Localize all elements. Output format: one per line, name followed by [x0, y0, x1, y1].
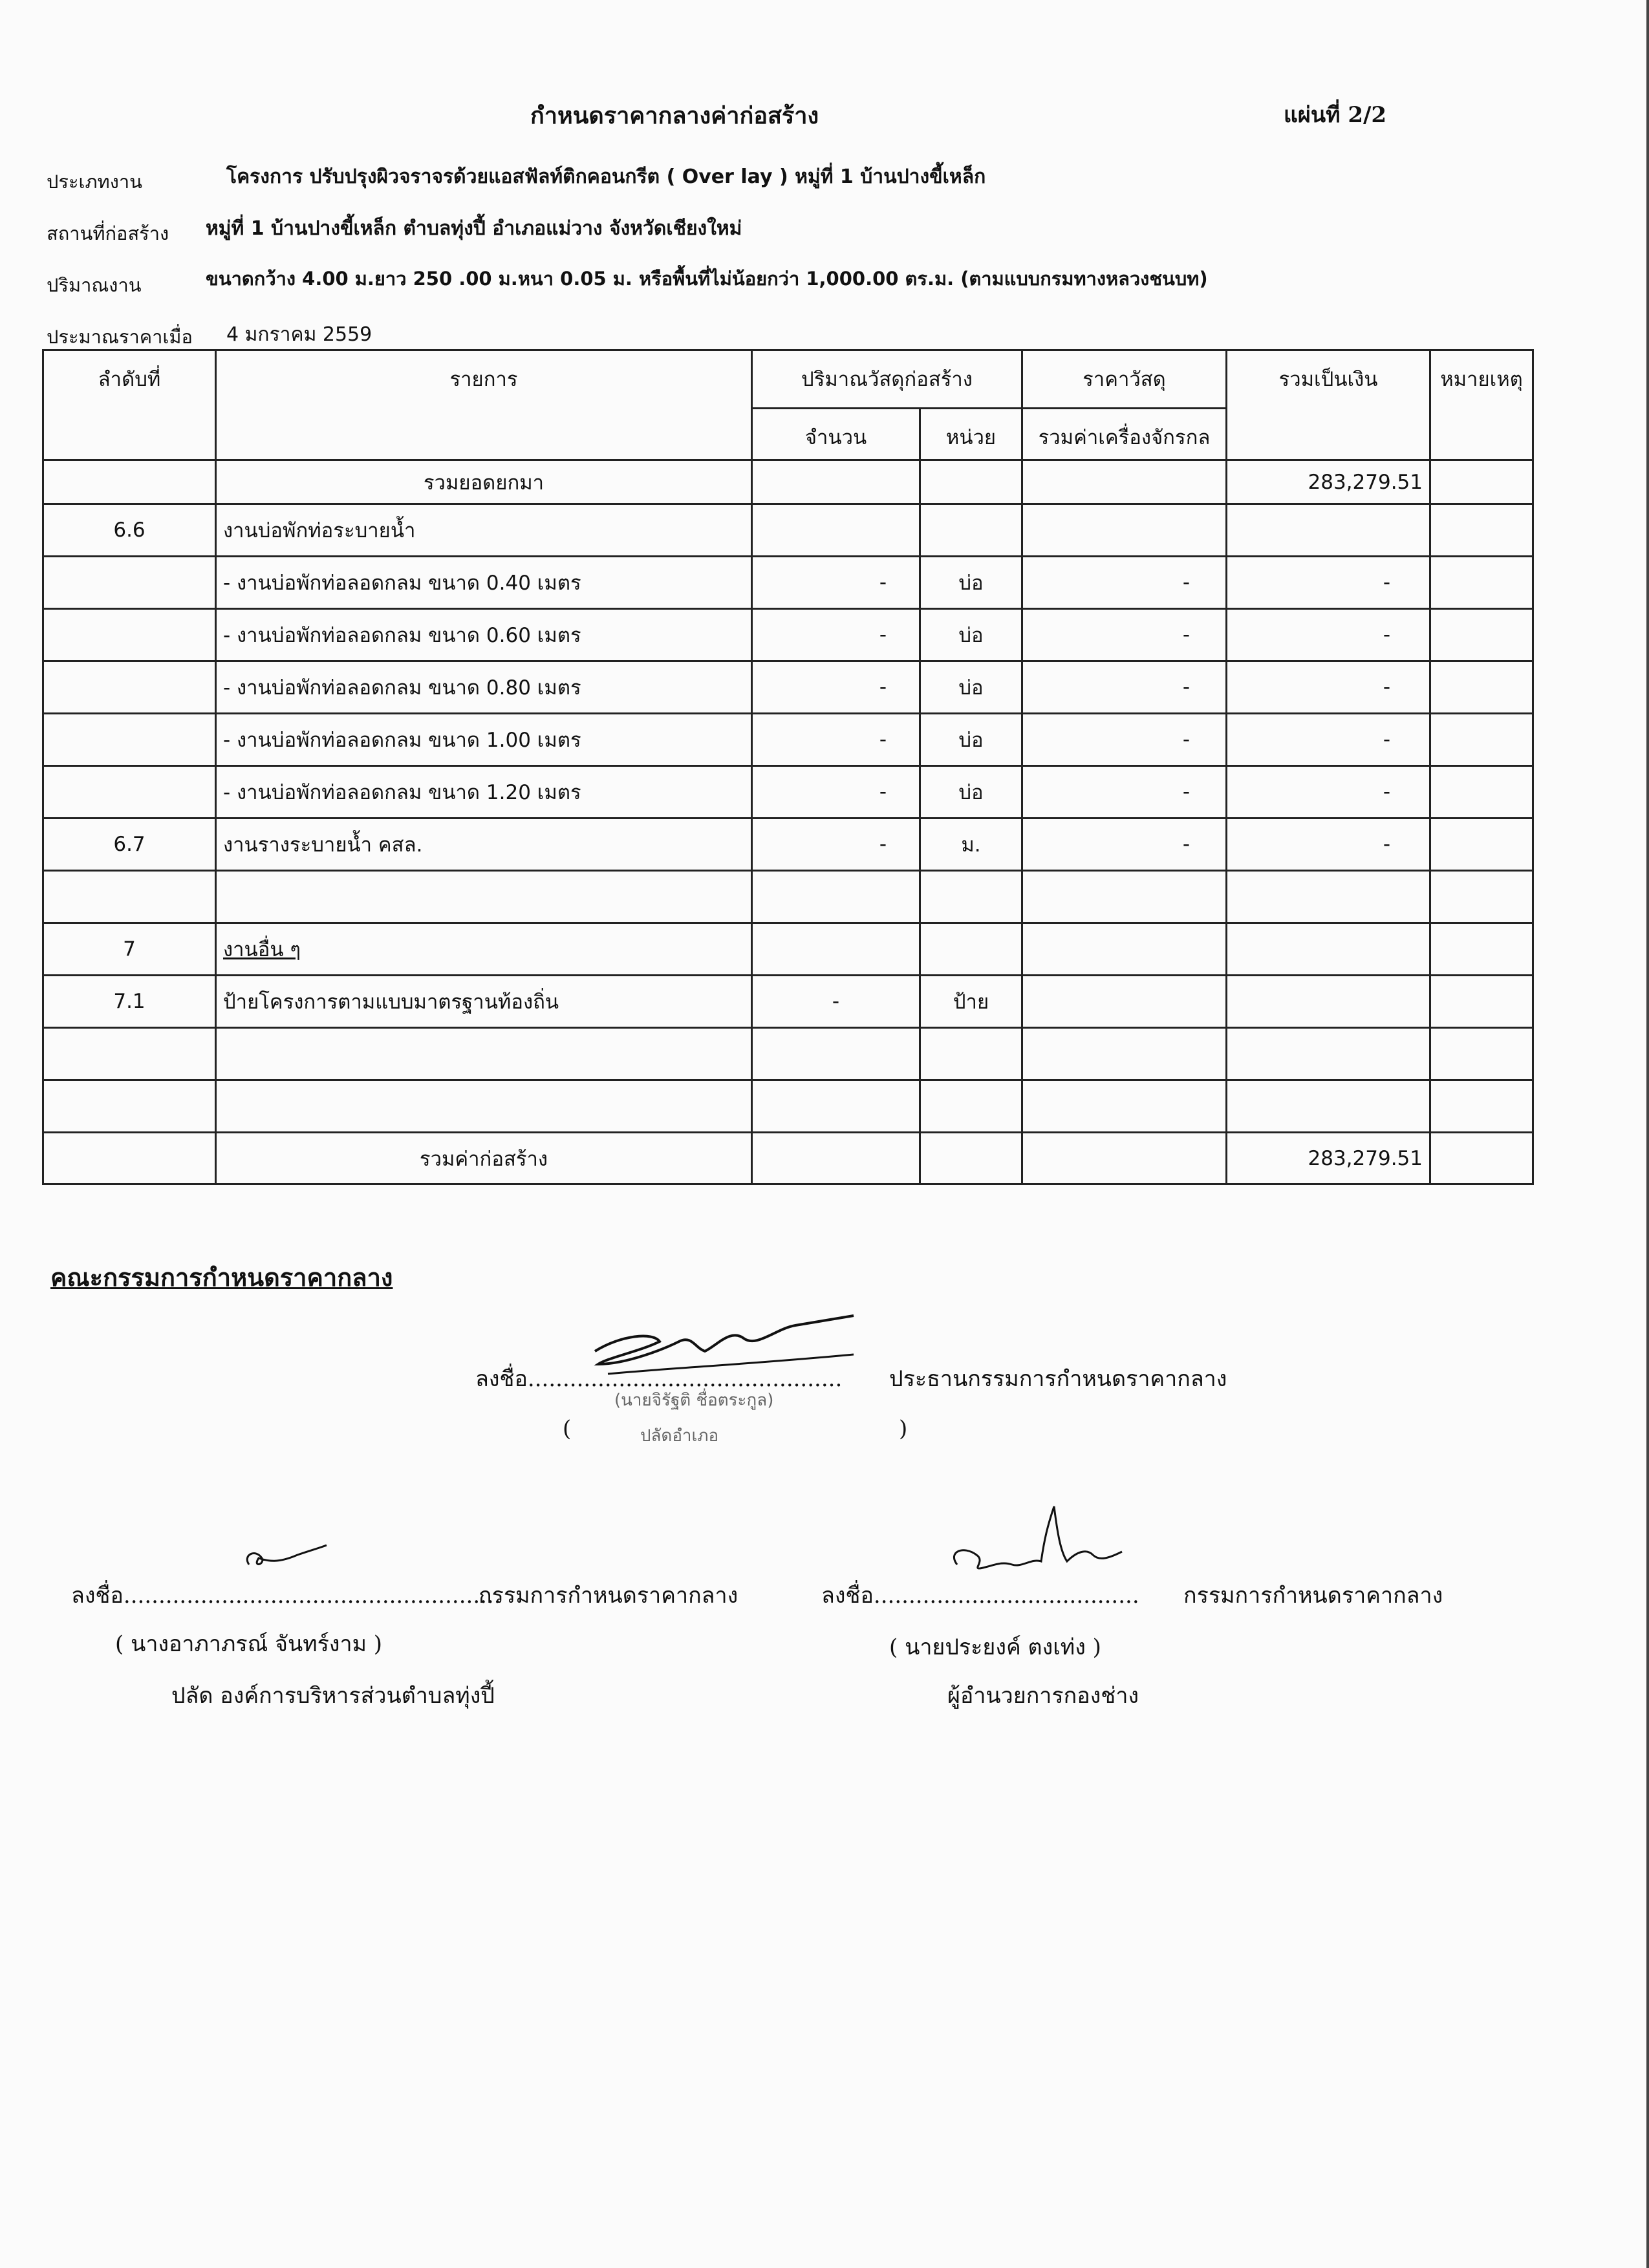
cell-seq: [43, 714, 216, 766]
cell-item: - งานบ่อพักท่อลอดกลม ขนาด 0.80 เมตร: [216, 661, 752, 714]
cell-total: [1227, 923, 1430, 976]
member2-signature: [938, 1500, 1132, 1584]
member1-role: กรรมการกำหนดราคากลาง: [479, 1583, 738, 1609]
cell-item: รวมค่าก่อสร้าง: [216, 1133, 752, 1184]
cell-price: [1022, 504, 1227, 557]
cost-table: [42, 349, 1534, 1185]
estimate-date-label: ประมาณราคาเมื่อ: [47, 326, 193, 348]
cell-qty: -: [752, 714, 920, 766]
chair-name-open: (: [563, 1416, 572, 1442]
work-type-label: ประเภทงาน: [47, 171, 142, 193]
cell-remark: [1430, 609, 1533, 661]
quantity-label: ปริมาณงาน: [47, 274, 142, 296]
cell-remark: [1430, 714, 1533, 766]
sheet-number: แผ่นที่ 2/2: [1284, 102, 1387, 128]
cell-total: -: [1227, 609, 1430, 661]
table-row: [43, 661, 1533, 714]
cell-unit: [920, 460, 1022, 504]
cell-seq: [43, 557, 216, 609]
chair-sign-line: ลงชื่อ.............................................: [475, 1366, 843, 1392]
cell-remark: [1430, 976, 1533, 1028]
table-row: [43, 923, 1533, 976]
cell-seq: [43, 1028, 216, 1080]
cell-price: [1022, 871, 1227, 923]
location-value: หมู่ที่ 1 บ้านปางขี้เหล็ก ตำบลทุ่งปี้ อำเภอแม่วาง จังหวัดเชียงใหม่: [206, 217, 742, 240]
cell-total: [1227, 976, 1430, 1028]
chair-stamp-name: (นายจิรัฐติ ชื่อตระกูล): [614, 1391, 774, 1410]
header-material-qty: ปริมาณวัสดุก่อสร้าง: [752, 350, 1022, 409]
cell-remark: [1430, 871, 1533, 923]
member1-sign-line: ลงชื่อ......................................................: [71, 1583, 501, 1609]
cell-seq: 7.1: [43, 976, 216, 1028]
cell-seq: [43, 661, 216, 714]
cell-seq: [43, 460, 216, 504]
cell-item: งานรางระบายน้ำ คสล.: [216, 818, 752, 871]
cell-unit: [920, 923, 1022, 976]
cell-item: - งานบ่อพักท่อลอดกลม ขนาด 1.00 เมตร: [216, 714, 752, 766]
member2-role: กรรมการกำหนดราคากลาง: [1183, 1583, 1443, 1609]
cell-price: [1022, 923, 1227, 976]
cell-total: 283,279.51: [1227, 1133, 1430, 1184]
cell-total: -: [1227, 818, 1430, 871]
table-header-row: [43, 350, 1533, 409]
cell-qty: [752, 1028, 920, 1080]
cell-price: -: [1022, 609, 1227, 661]
cell-item: - งานบ่อพักท่อลอดกลม ขนาด 1.20 เมตร: [216, 766, 752, 818]
cell-unit: บ่อ: [920, 609, 1022, 661]
cell-price: -: [1022, 714, 1227, 766]
chair-stamp-position: ปลัดอำเภอ: [640, 1426, 719, 1446]
member2-sign-line: ลงชื่อ......................................: [821, 1583, 1139, 1609]
header-qty: จำนวน: [752, 409, 920, 460]
member1-position: ปลัด องค์การบริหารส่วนตำบลทุ่งปี้: [171, 1683, 495, 1709]
cell-remark: [1430, 1028, 1533, 1080]
cell-item: - งานบ่อพักท่อลอดกลม ขนาด 0.60 เมตร: [216, 609, 752, 661]
cell-price: -: [1022, 818, 1227, 871]
cell-price: -: [1022, 766, 1227, 818]
cell-price: [1022, 976, 1227, 1028]
table-row: [43, 609, 1533, 661]
cell-seq: [43, 766, 216, 818]
estimate-date-value: 4 มกราคม 2559: [226, 323, 372, 346]
cell-item: รวมยอดยกมา: [216, 460, 752, 504]
cell-qty: -: [752, 818, 920, 871]
cell-qty: [752, 871, 920, 923]
cell-item: - งานบ่อพักท่อลอดกลม ขนาด 0.40 เมตร: [216, 557, 752, 609]
cell-price: -: [1022, 557, 1227, 609]
header-seq: ลำดับที่: [43, 350, 216, 460]
header-total: รวมเป็นเงิน: [1227, 350, 1430, 460]
member2-name: ( นายประยงค์ ตงเท่ง ): [889, 1634, 1101, 1660]
cell-unit: บ่อ: [920, 557, 1022, 609]
cell-unit: [920, 504, 1022, 557]
cell-price: [1022, 1028, 1227, 1080]
work-type-value: โครงการ ปรับปรุงผิวจราจรด้วยแอสฟัลท์ติกคอนกรีต ( Over lay ) หมู่ที่ 1 บ้านปางขี้เหล็ก: [226, 166, 986, 188]
cell-total: [1227, 871, 1430, 923]
cell-price: [1022, 1080, 1227, 1133]
table-row-grand-total: [43, 1133, 1533, 1184]
cell-remark: [1430, 923, 1533, 976]
cell-remark: [1430, 818, 1533, 871]
cell-remark: [1430, 766, 1533, 818]
cell-remark: [1430, 1133, 1533, 1184]
cell-total: -: [1227, 766, 1430, 818]
table-row: [43, 714, 1533, 766]
quantity-value: ขนาดกว้าง 4.00 ม.ยาว 250 .00 ม.หนา 0.05 ม. หรือพื้นที่ไม่น้อยกว่า 1,000.00 ตร.ม. (ตามแบบกรมทางหลวงชนบท): [206, 268, 1208, 290]
cell-unit: ป้าย: [920, 976, 1022, 1028]
page-title: กำหนดราคากลางค่าก่อสร้าง: [530, 102, 819, 129]
table-row: [43, 976, 1533, 1028]
cell-qty: -: [752, 609, 920, 661]
cell-unit: [920, 1133, 1022, 1184]
cell-qty: [752, 1080, 920, 1133]
cell-seq: [43, 609, 216, 661]
cell-total: [1227, 504, 1430, 557]
location-label: สถานที่ก่อสร้าง: [47, 222, 169, 244]
cell-total: [1227, 1028, 1430, 1080]
member2-position: ผู้อำนวยการกองช่าง: [947, 1683, 1139, 1709]
header-machine-cost: รวมค่าเครื่องจักรกล: [1022, 409, 1227, 460]
cell-item: งานอื่น ๆ: [216, 923, 752, 976]
cell-item: [216, 1028, 752, 1080]
member1-name: ( นางอาภาภรณ์ จันทร์งาม ): [115, 1631, 383, 1657]
cell-seq: [43, 1080, 216, 1133]
table-row: [43, 460, 1533, 504]
cell-total: -: [1227, 661, 1430, 714]
table-row: [43, 1028, 1533, 1080]
cell-qty: -: [752, 976, 920, 1028]
cell-unit: [920, 1028, 1022, 1080]
cell-total: -: [1227, 557, 1430, 609]
table-row: [43, 818, 1533, 871]
cell-unit: บ่อ: [920, 714, 1022, 766]
scan-edge: [1646, 0, 1649, 2268]
cell-seq: [43, 871, 216, 923]
table-row: [43, 504, 1533, 557]
header-item: รายการ: [216, 350, 752, 460]
cell-qty: -: [752, 766, 920, 818]
cell-total: 283,279.51: [1227, 460, 1430, 504]
cell-item: [216, 1080, 752, 1133]
cell-seq: 6.6: [43, 504, 216, 557]
cell-qty: [752, 1133, 920, 1184]
cell-unit: [920, 1080, 1022, 1133]
cell-remark: [1430, 504, 1533, 557]
cell-item: ป้ายโครงการตามแบบมาตรฐานท้องถิ่น: [216, 976, 752, 1028]
cell-price: [1022, 1133, 1227, 1184]
table-row: [43, 766, 1533, 818]
header-material-price: ราคาวัสดุ: [1022, 350, 1227, 409]
cell-item: [216, 871, 752, 923]
cell-seq: 6.7: [43, 818, 216, 871]
cell-seq: [43, 1133, 216, 1184]
header-unit: หน่วย: [920, 409, 1022, 460]
member1-signature: [239, 1539, 330, 1578]
table-row: [43, 871, 1533, 923]
cell-seq: 7: [43, 923, 216, 976]
cell-remark: [1430, 1080, 1533, 1133]
cell-unit: บ่อ: [920, 766, 1022, 818]
cell-unit: ม.: [920, 818, 1022, 871]
cell-remark: [1430, 460, 1533, 504]
table-row: [43, 557, 1533, 609]
cell-total: [1227, 1080, 1430, 1133]
cell-item: งานบ่อพักท่อระบายน้ำ: [216, 504, 752, 557]
cell-qty: [752, 923, 920, 976]
cell-unit: บ่อ: [920, 661, 1022, 714]
cell-remark: [1430, 557, 1533, 609]
table-row: [43, 1080, 1533, 1133]
cell-total: -: [1227, 714, 1430, 766]
header-remark: หมายเหตุ: [1430, 350, 1533, 460]
committee-title: คณะกรรมการกำหนดราคากลาง: [50, 1263, 393, 1292]
cell-qty: -: [752, 557, 920, 609]
chair-role: ประธานกรรมการกำหนดราคากลาง: [889, 1366, 1227, 1392]
chair-name-close: ): [899, 1416, 908, 1442]
cell-qty: [752, 460, 920, 504]
cell-qty: -: [752, 661, 920, 714]
cell-remark: [1430, 661, 1533, 714]
cell-price: [1022, 460, 1227, 504]
cell-qty: [752, 504, 920, 557]
cell-unit: [920, 871, 1022, 923]
cell-price: -: [1022, 661, 1227, 714]
